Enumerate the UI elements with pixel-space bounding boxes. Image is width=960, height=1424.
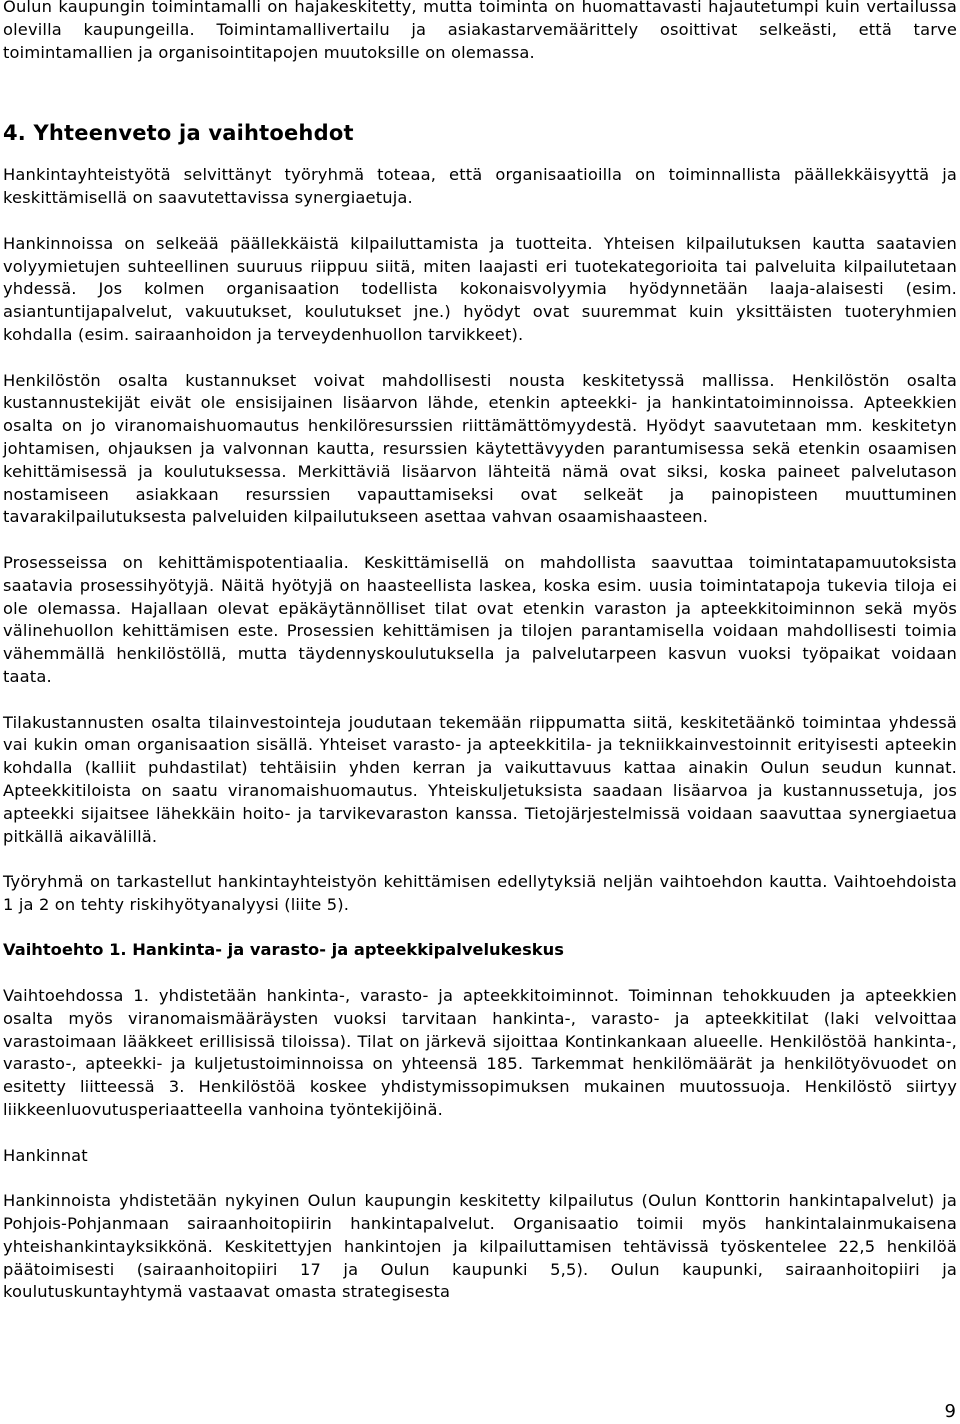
alternative-1-heading: Vaihtoehto 1. Hankinta- ja varasto- ja apteekkipalvelukeskus [3,940,564,960]
paragraph-alternatives: Työryhmä on tarkastellut hankintayhteistyön kehittämisen edellytyksiä neljän vaihtoehdon kautta. Vaihtoehdoista 1 ja 2 on tehty riskihyötyanalyysi (liite 5). [3,872,957,914]
document-page [3,0,957,1304]
paragraph-intro: Oulun kaupungin toimintamalli on hajakeskitetty, mutta toiminta on huomattavasti hajautetumpi kuin vertailussa olevilla kaupungeilla. Toimintamallivertailu ja asiakastarvemäärittely osoittivat selkeästi, että tarve toimintamallien ja organisointitapojen muutoksille on olemassa. [3,0,957,62]
page-number: 9 [944,1401,956,1422]
paragraph-summary: Hankintayhteistyötä selvittänyt työryhmä toteaa, että organisaatioilla on toiminnallista päällekkäisyyttä ja keskittämisellä on saavutettavissa synergiaetuja. [3,165,957,208]
spacer [3,848,957,871]
paragraph-facilities: Tilakustannusten osalta tilainvestointeja joudutaan tekemään riippumatta siitä, keskitetäänkö toimintaa yhdessä vai kukin oman organisaation sisällä. Yhteiset varasto- ja apteekkitila- ja tekniikkainvestoinnit erityisesti apteekin kohdalla (kalliit puhdastilat) tehtäisiin yhden kerran ja vaikuttavuus kattaa ainakin Oulun seudun kunnat. Apteekkitiloista on saatu viranomaishuomautus. Yhteiskuljetuksista saadaan lisäarvoa ja kustannussetuja, jos apteekki sijaitsee lähekkäin hoito- ja tarvikevaraston kanssa. Tietojärjestelmissä voidaan saavuttaa synergiaetua pitkällä aikavälillä. [3,712,957,846]
paragraph-alternative-1: Vaihtoehdossa 1. yhdistetään hankinta-, varasto- ja apteekkitoiminnot. Toiminnan tehokkuuden ja apteekkien osalta myös viranomaismääräysten vuoksi tarvitaan hankinta-, varasto- ja apteekkitilat (laki velvoittaa varastoimaan lääkkeet erillisissä tiloissa). Tilat on järkevä sijoittaa Kontinkankaan alueelle. Henkilöstöä hankinta-, varasto-, apteekki- ja kuljetustoiminnoissa on yhteensä 185. Tarkemmat henkilömäärät ja henkilötyövuodet on esitetty liitteessä 3. Henkilöstöä koskee yhdistymissopimuksen mukainen muutossuoja. Henkilöstö siirtyy liikkeenluovutusperiaatteella vanhoina työntekijöinä. [3,986,957,1120]
spacer [3,962,957,985]
paragraph-hankinnat: Hankinnoista yhdistetään nykyinen Oulun kaupungin keskitetty kilpailutus (Oulun Konttorin hankintapalvelut) ja Pohjois-Pohjanmaan sairaanhoitopiirin hankintapalvelut. Organisaatio toimii myös hankintalainmukaisena yhteishankintayksikkönä. Keskitettyjen hankintojen ja kilpailuttamisen tehtävissä työskentelee 22,5 henkilöä päätoimisesti (sairaanhoitopiiri 17 ja Oulun kaupunki 5,5). Oulun kaupunki, sairaanhoitopiiri ja koulutuskuntayhtymä vastaavat omasta strategisesta [3,1191,957,1302]
spacer [3,1122,957,1145]
spacer [3,148,957,164]
spacer [3,689,957,712]
section-heading: 4. Yhteenveto ja vaihtoehdot [3,121,354,146]
spacer [3,347,957,370]
spacer [3,529,957,552]
paragraph-hankinnat-label: Hankinnat [3,1145,88,1165]
paragraph-processes: Prosesseissa on kehittämispotentiaalia. Keskittämisellä on mahdollista saavuttaa toimintatapamuutoksista saatavia prosessihyötyjä. Näitä hyötyjä on haasteellista laskea, koska esim. uusia toimintatapoja tukevia tiloja ei ole olemassa. Hajallaan olevat epäkäytännölliset tilat ovat etenkin varaston ja apteekkitoiminnon sekä myös välinehuollon kehittämisen este. Prosessien kehittämisen ja tilojen parantamisella voidaan mahdollisesti toimia vähemmällä henkilöstöllä, mutta täydennyskoulutuksella ja palvelutarpeen kasvun vuoksi työpaikat voidaan taata. [3,552,957,686]
spacer [3,917,957,940]
paragraph-personnel: Henkilöstön osalta kustannukset voivat mahdollisesti nousta keskitetyssä mallissa. Henkilöstön osalta kustannustekijät eivät ole ensisijainen lisäarvon lähde, etenkin apteekki- ja hankintatoiminnoissa. Apteekkien osalta on jo viranomaishuomautus henkilöresurssien riittämättömyydestä. Hyödyt saavutetaan mm. keskitetyn johtamisen, ohjauksen ja valvonnan kautta, resurssien käytettävyyden parantumisessa sekä etenkin osaamisen kehittämisessä ja koulutuksessa. Merkittäviä lisäarvon lähteitä nämä ovat siksi, koska paineet palvelutason nostamiseen asiakkaan resurssien vapauttamiseksi ovat selkeät ja painopisteen muuttuminen tavarakilpailutuksesta palveluiden kilpailutukseen asettaa vahvan osaamishaasteen. [3,370,957,527]
spacer [3,210,957,233]
spacer [3,64,957,118]
spacer [3,1167,957,1190]
paragraph-procurement: Hankinnoissa on selkeää päällekkäistä kilpailuttamista ja tuotteita. Yhteisen kilpailutuksen kautta saatavien volyymietujen suhteellinen suuruus riippuu siitä, miten laajasti eri tuotekategorioita tai palveluita kilpailutetaan yhdessä. Jos kolmen organisaation todellista kokonaisvolyymia hyödynnetään laaja-alaisesti (esim. asiantuntijapalvelut, vakuutukset, koulutukset jne.) hyödyt ovat suuremmat kuin yksittäisten tuoteryhmien kohdalla (esim. sairaanhoidon ja terveydenhuollon tarvikkeet). [3,233,957,344]
